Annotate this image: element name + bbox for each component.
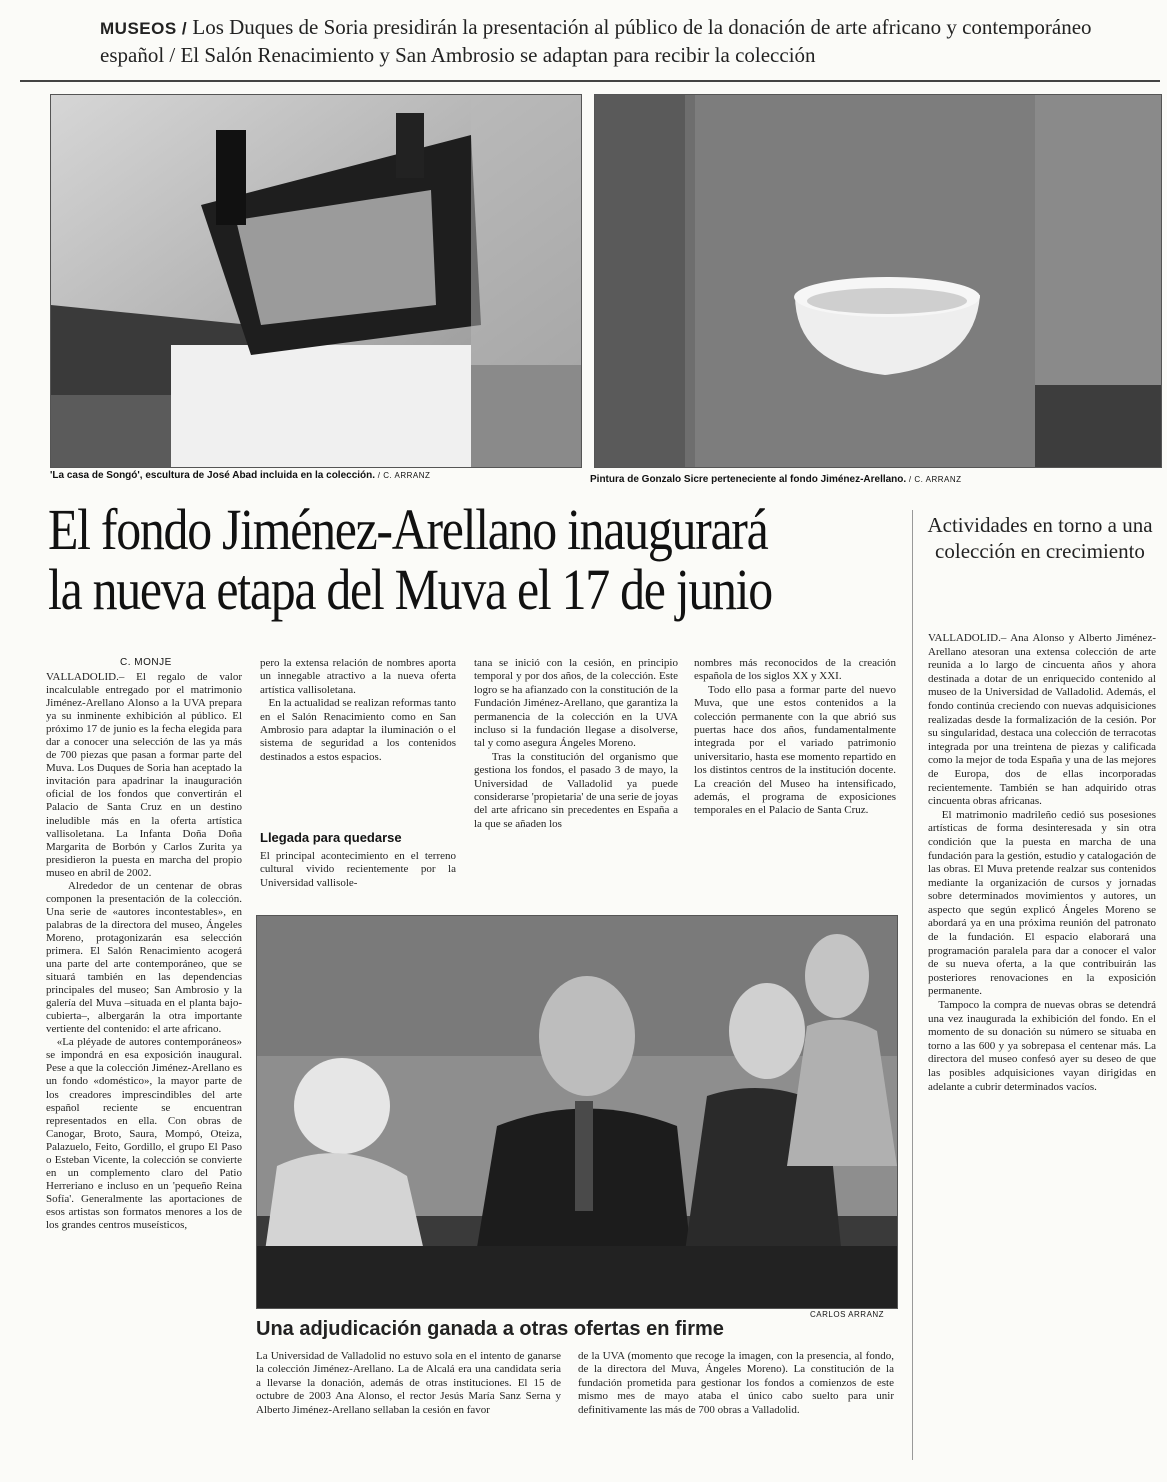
column-divider <box>912 510 913 1460</box>
sidebar-body: VALLADOLID.– Ana Alonso y Alberto Jiménez-Arellano atesoran una extensa colección de arte reunida a lo largo de cincuenta años y ahora destinada a dotar de un enriquecido contenido al museo de la Universidad de Valladolid. Además, el fondo continúa creciendo con nuevas adquisiciones realizadas desde la formalización de la cesión. Por su singularidad, destaca una colección de terracotas integrada por una treintena de piezas y calificada como la mejor de toda España y una de las mejores de Europa, dos de ellas incorporadas recientemente. También se han adquirido otras cincuenta obras africanas. El matrimonio madrileño cedió sus posesiones artísticas de forma desinteresada y sin otra condición que la puesta en marcha de una fundación para la gestión, estudio y catalogación de las obras. El Muva pretende realzar sus contenidos mediante la organización de cursos y jornadas sobre determinados movimientos y autores, un aspecto que según explicó Ángeles Moreno se abordará ya en una próxima reunión del patronato de la fundación. El espacio elaborará una programación paralela para dar a conocer el valor de su nueva oferta, a la que contribuirán las posteriores renovaciones en la exposición permanente. Tampoco la compra de nuevas obras se detendrá una vez inaugurada la exhibición del fondo. En el momento de su donación su número se situaba en torno a las 600 y ya sobrepasa el centenar más. La directora del museo confesó ayer su deseo de que las posibles adquisiciones vayan dirigidas en adelante a cubrir determinados vacíos. <box>928 632 1156 1093</box>
article-column-6: de la UVA (momento que recoge la imagen, con la presencia, al fondo, de la directora del Muva, Ángeles Moreno). La constitución de la fundación prometida para gestionar los fondos a comienzos de este mismo mes de mayo ataba el único cabo suelto para unir definitivamente las más de 700 obras a Valladolid. <box>578 1350 897 1416</box>
header-rule <box>20 80 1160 82</box>
sidebar-title: Actividades en torno a una colección en crecimiento <box>927 513 1153 563</box>
meeting-photo-credit: CARLOS ARRANZ <box>810 1310 885 1319</box>
painting-caption-text: Pintura de Gonzalo Sicre perteneciente al fondo Jiménez-Arellano. <box>590 474 907 485</box>
painting-caption <box>590 474 1160 485</box>
section-kicker <box>100 14 1160 68</box>
meeting-image <box>257 916 897 1308</box>
subhead-adjudicacion: Una adjudicación ganada a otras ofertas en firme <box>256 1318 724 1340</box>
painting-credit: / C. ARRANZ <box>906 475 962 484</box>
main-headline: El fondo Jiménez-Arellano inaugurará la nueva etapa del Muva el 17 de junio <box>48 497 772 622</box>
meeting-photo <box>256 915 898 1309</box>
article-column-5: La Universidad de Valladolid no estuvo sola en el intento de ganarse la colección Jiménez-Arellano. La de Alcalá era una candidata seria a llevarse la donación, además de otras instituciones. El 15 de octubre de 2003 Ana Alonso, el rector Jesús María Sanz Serna y Alberto Jiménez-Arellano sellaban la cesión en favor <box>256 1350 564 1416</box>
article-column-4: nombres más reconocidos de la creación española de los siglos XX y XXI. Todo ello pasa a formar parte del nuevo Muva, que une estos contenidos a la colección permanente con la que abrió sus puertas hace dos años, fundamentalmente integrada por el variado patrimonio universitario, hasta ese momento repartido en los distintos centros de la institución docente. La creación del Museo ha intensificado, además, el programa de exposiciones temporales en el Palacio de Santa Cruz. <box>694 657 897 817</box>
kicker-text: Los Duques de Soria presidirán la presentación al público de la donación de arte africano y contemporáneo español / El Salón Renacimiento y San Ambrosio se adaptan para recibir la colección <box>100 15 1092 67</box>
sculpture-caption <box>50 470 590 481</box>
painting-image <box>595 95 1161 467</box>
sculpture-photo <box>50 94 582 468</box>
byline: C. MONJE <box>120 657 172 668</box>
sculpture-image <box>51 95 581 467</box>
article-column-1: VALLADOLID.– El regalo de valor incalculable entregado por el matrimonio Jiménez-Arellano Alonso a la UVA prepara ya su inminente exhibición al público. El próximo 17 de junio es la fecha elegida para dar a conocer una selección de las ya más de 700 piezas que pasan a formar parte del Muva. Los Duques de Soria han aceptado la invitación para apadrinar la inauguración oficial de los fondos que convertirán el Palacio de Santa Cruz en un destino ineludible más en la oferta artística vallisoletana. La Infanta Doña Doña Margarita de Borbón y Carlos Zurita ya presidieron la puesta en marcha del propio museo en abril de 2002. Alrededor de un centenar de obras componen la presentación de la colección. Una serie de «autores incontestables», en palabras de la directora del museo, Ángeles Moreno, protagonizarán esa selección primera. El Salón Renacimiento acogerá una parte del arte contemporáneo, que se situará también en las dependencias principales del museo; San Ambrosio y la galería del Muva –situada en el planta bajo-cubierta–, albergarán la otra importante vertiente del contenido: el arte africano. «La pléyade de autores contemporáneos» se impondrá en esa exposición inaugural. Pese a que la colección Jiménez-Arellano es un fondo «doméstico», la mayor parte de los creadores imprescindibles del arte español reciente se encuentran representados en ella. Con obras de Canogar, Broto, Saura, Mompó, Oteiza, Palazuelo, Feito, Gordillo, el grupo El Paso o Esteban Vicente, la colección se convierte en un complemento claro del Patio Herreriano e incluso en un 'pequeño Reina Sofía'. Generalmente las aportaciones de esos artistas son formatos menores a los de los grandes centros museísticos, <box>46 671 243 1231</box>
section-label: MUSEOS / <box>100 19 188 38</box>
sculpture-credit: / C. ARRANZ <box>375 471 431 480</box>
sculpture-caption-text: 'La casa de Songó', escultura de José Abad incluida en la colección. <box>50 470 376 481</box>
article-column-3: tana se inició con la cesión, en principio temporal y por dos años, de la colección. Este logro se ha afianzado con la constitución de la Fundación Jiménez-Arellano, que garantiza la permanencia de la colección en la UVA incluso si la fundación llegase a disolverse, tal y como asegura Ángeles Moreno. Tras la constitución del organismo que gestiona los fondos, el pasado 3 de mayo, la Universidad de Valladolid ya puede considerarse 'propietaria' de una serie de joyas del arte africano sin precedentes en España a la que se añaden los <box>474 657 678 830</box>
subhead-llegada: Llegada para quedarse <box>260 830 402 845</box>
article-column-2: pero la extensa relación de nombres aporta un innegable atractivo a la nueva oferta artística vallisoletana. En la actualidad se realizan reformas tanto en el Salón Renacimiento como en San Ambrosio para adaptar la iluminación o el sistema de seguridad a los contenidos destinados a estos espacios. <box>260 657 456 763</box>
article-column-2b: El principal acontecimiento en el terreno cultural vivido recientemente por la Universidad vallisole- <box>260 850 459 889</box>
painting-photo <box>594 94 1162 468</box>
